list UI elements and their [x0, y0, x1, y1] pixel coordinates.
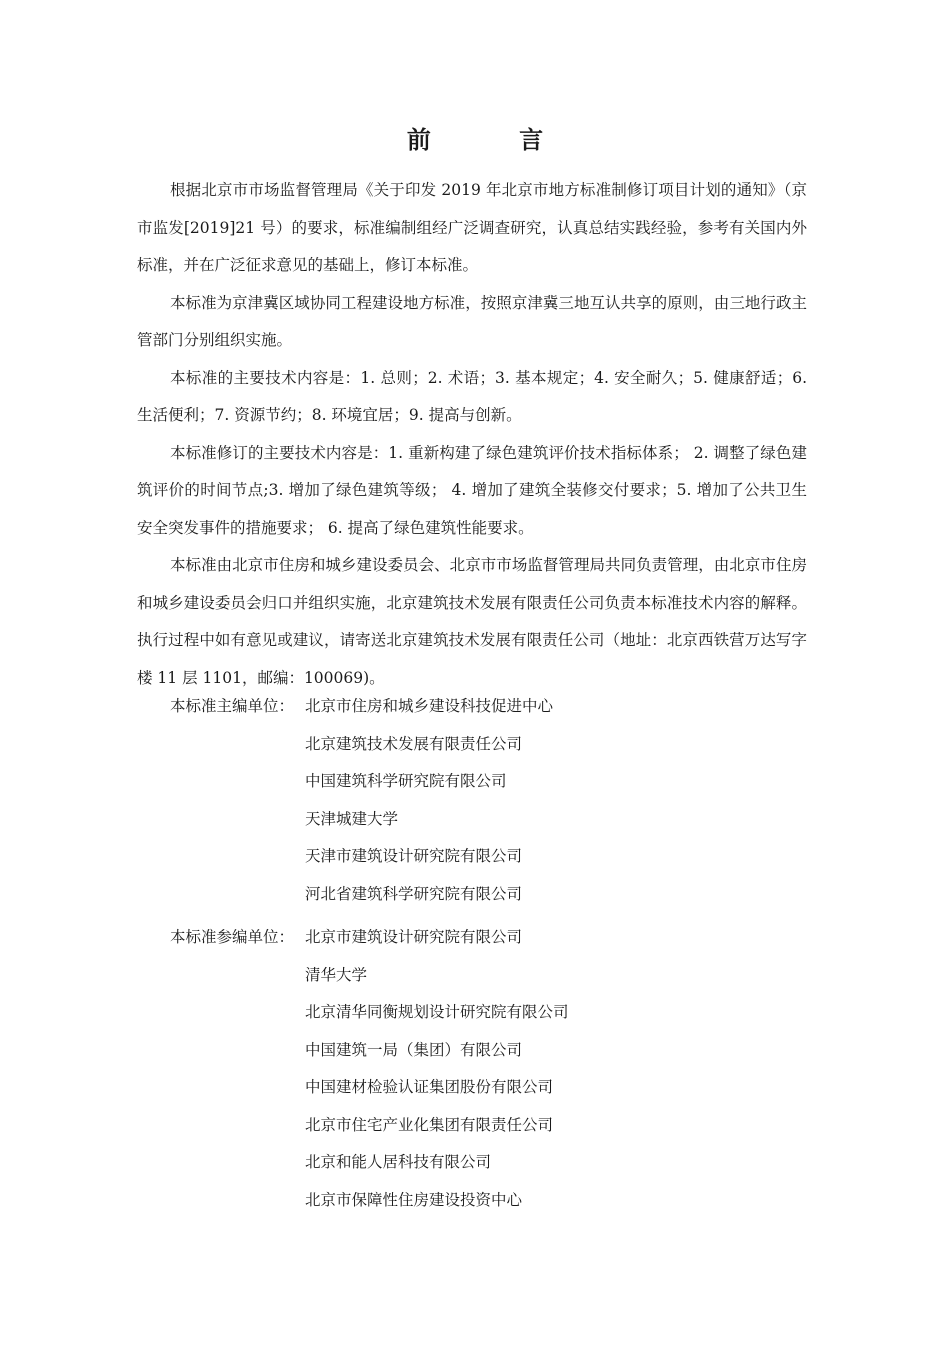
participating-units-label: 本标准参编单位：	[170, 928, 295, 946]
preface-body	[137, 172, 807, 697]
list-item: 天津城建大学	[305, 809, 399, 828]
list-item: 北京市住房和城乡建设科技促进中心	[305, 697, 554, 715]
main-units-label: 本标准主编单位：	[170, 697, 295, 715]
list-item: 清华大学	[305, 965, 368, 984]
list-item: 中国建材检验认证集团股份有限公司	[305, 1078, 554, 1096]
list-item: 北京市住宅产业化集团有限责任公司	[305, 1115, 554, 1134]
paragraph-basis: 根据北京市市场监督管理局《关于印发 2019 年北京市地方标准制修订项目计划的通知》（京市监发[2019]21 号）的要求，标准编制组经广泛调查研究，认真总结实践经验，参考有关国内外标准，并在广泛征求意见的基础上，修订本标准。	[137, 181, 807, 274]
list-item: 北京建筑技术发展有限责任公司	[305, 734, 523, 753]
list-item: 河北省建筑科学研究院有限公司	[305, 884, 523, 903]
paragraph-management: 本标准由北京市住房和城乡建设委员会、北京市市场监督管理局共同负责管理，由北京市住房和城乡建设委员会归口并组织实施，北京建筑技术发展有限责任公司负责本标准技术内容的解释。执行过程中如有意见或建议，请寄送北京建筑技术发展有限责任公司（地址：北京西铁营万达写字楼 11 层 1101，邮编：100069)。	[137, 556, 807, 687]
list-item: 天津市建筑设计研究院有限公司	[305, 847, 523, 865]
paragraph-scope: 本标准为京津冀区域协同工程建设地方标准，按照京津冀三地互认共享的原则，由三地行政主管部门分别组织实施。	[137, 293, 807, 349]
paragraph-revision-content: 本标准修订的主要技术内容是：1. 重新构建了绿色建筑评价技术指标体系； 2. 调整了绿色建筑评价的时间节点;3. 增加了绿色建筑等级； 4. 增加了建筑全装修交付要求；5. 增加了公共卫生安全突发事件的措施要求； 6. 提高了绿色建筑性能要求。	[137, 443, 807, 537]
list-item: 中国建筑科学研究院有限公司	[305, 772, 507, 790]
list-item: 北京市保障性住房建设投资中心	[305, 1190, 523, 1209]
list-item: 北京市建筑设计研究院有限公司	[305, 928, 523, 946]
list-item: 北京和能人居科技有限公司	[305, 1153, 492, 1171]
list-item: 中国建筑一局（集团）有限公司	[305, 1040, 523, 1059]
main-units-list	[305, 688, 553, 913]
page-title: 前 言	[406, 125, 584, 154]
paragraph-main-content: 本标准的主要技术内容是：1. 总则；2. 术语；3. 基本规定；4. 安全耐久；5. 健康舒适；6. 生活便利；7. 资源节约；8. 环境宜居；9. 提高与创新。	[137, 368, 807, 424]
participating-units-list	[305, 919, 569, 1219]
list-item: 北京清华同衡规划设计研究院有限公司	[305, 1003, 569, 1021]
